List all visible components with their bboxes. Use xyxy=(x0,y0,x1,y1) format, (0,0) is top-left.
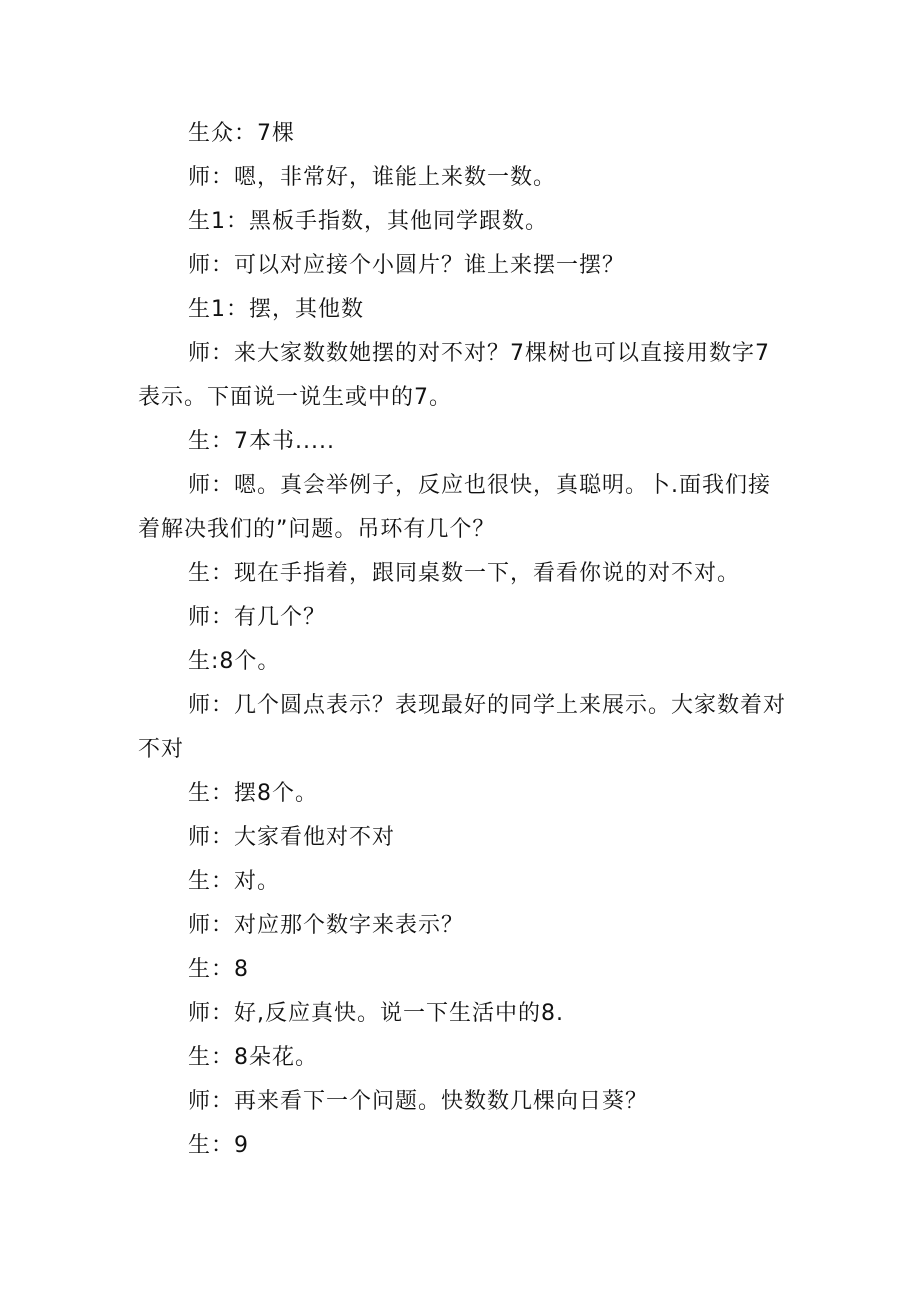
paragraph: 师：对应那个数字来表示？ xyxy=(188,913,465,938)
paragraph: 师：可以对应接个小圆片？谁上来摆一摆？ xyxy=(188,253,626,278)
paragraph: 生：现在手指着，跟同桌数一下，看看你说的对不对。 xyxy=(188,561,741,586)
document-body xyxy=(138,112,790,1168)
paragraph: 生:8个。 xyxy=(188,649,281,674)
paragraph: 生：对。 xyxy=(188,869,281,894)
paragraph: 师：再来看下一个问题。快数数几棵向日葵？ xyxy=(188,1089,649,1114)
paragraph: 生：摆8个。 xyxy=(188,781,318,806)
paragraph: 师：几个圆点表示？表现最好的同学上来展示。大家数着对不对 xyxy=(138,693,787,762)
paragraph: 师：嗯。真会举例子，反应也很快，真聪明。卜.面我们接着解决我们的”问题。吊环有几个？ xyxy=(138,473,771,542)
paragraph: 生1：黑板手指数，其他同学跟数。 xyxy=(188,209,548,234)
paragraph: 师：有几个？ xyxy=(188,605,327,630)
paragraph: 师：来大家数数她摆的对不对？7棵树也可以直接用数字7表示。下面说一说生或中的7。 xyxy=(138,341,770,410)
paragraph: 生：9 xyxy=(188,1133,249,1158)
paragraph: 生众：7棵 xyxy=(188,121,295,146)
paragraph: 师：大家看他对不对 xyxy=(188,825,396,850)
paragraph: 生：8 xyxy=(188,957,249,982)
paragraph: 师：嗯，非常好，谁能上来数一数。 xyxy=(188,165,557,190)
paragraph: 生：8朵花。 xyxy=(188,1045,318,1070)
paragraph: 生：7本书..... xyxy=(188,429,335,454)
paragraph: 生1：摆，其他数 xyxy=(188,297,364,322)
paragraph: 师：好,反应真快。说一下生活中的8. xyxy=(188,1001,564,1026)
